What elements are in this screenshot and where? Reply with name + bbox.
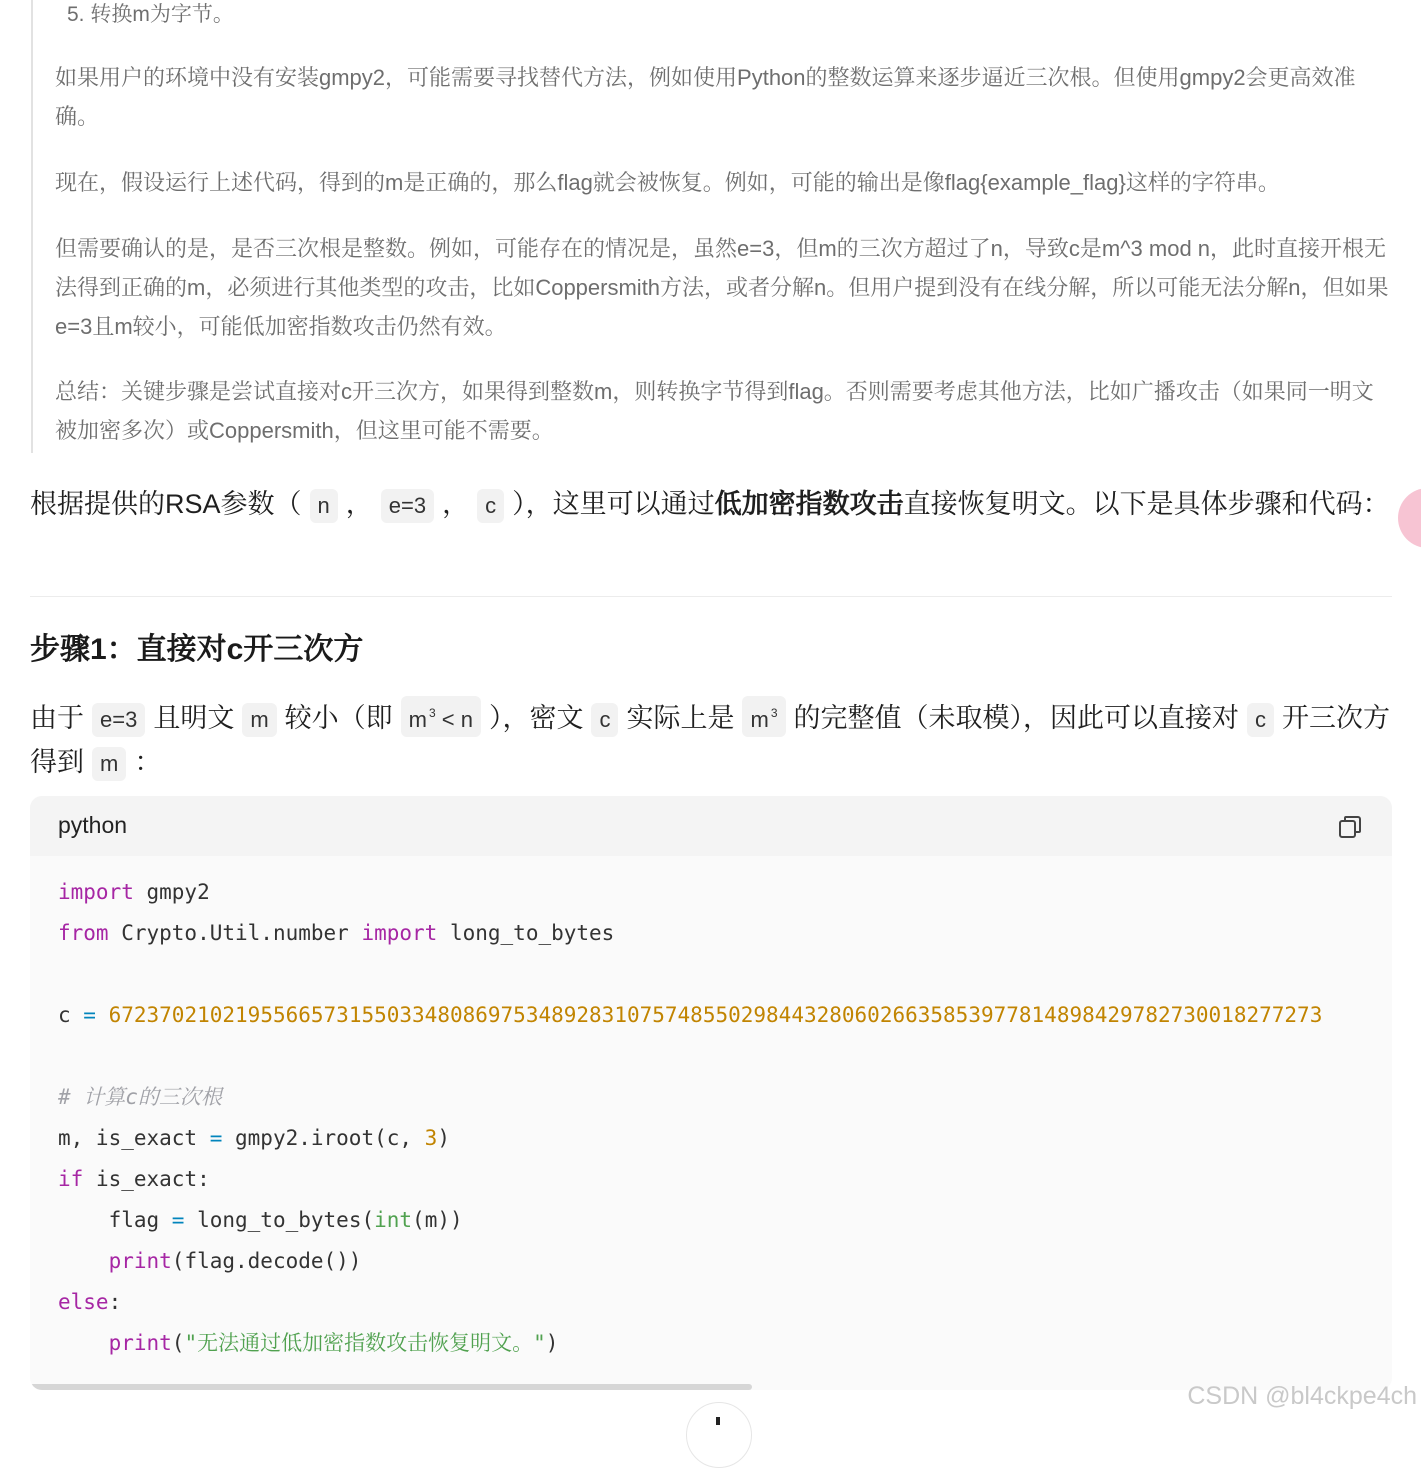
- intro-text-3: 直接恢复明文。以下是具体步骤和代码：: [903, 489, 1390, 519]
- step1-text-1: 由于: [30, 703, 84, 733]
- inline-code-m3: m $^3$: [742, 696, 785, 737]
- code-content: [58, 872, 1322, 1364]
- code-line-1: import gmpy2: [58, 880, 210, 904]
- inline-code-e3: e=3: [381, 489, 434, 523]
- thinking-paragraph-3: 但需要确认的是，是否三次根是整数。例如，可能存在的情况是，虽然e=3，但m的三次方超过了n，导致c是m^3 mod n，此时直接开根无法得到正确的m，必须进行其他类型的攻击，比如Coppersmith方法，或者分解n。但用户提到没有在线分解，所以可能无法分解n，但如果e=3且m较小，可能低加密指数攻击仍然有效。: [55, 236, 1389, 339]
- inline-code-e3: e=3: [92, 703, 145, 737]
- code-line-10: print(flag.decode()): [108, 1249, 362, 1273]
- step1-heading: 步骤1：直接对c开三次方: [30, 633, 364, 666]
- intro-paragraph: [30, 482, 1392, 526]
- copy-icon[interactable]: [1338, 815, 1362, 839]
- code-line-5: [58, 1036, 1322, 1077]
- intro-text-1: 根据提供的RSA参数（: [30, 489, 302, 519]
- scroll-down-icon: [716, 1417, 720, 1425]
- step1-text-5: 实际上是: [626, 703, 735, 733]
- section-divider: [30, 596, 1392, 597]
- thinking-paragraph-4: 总结：关键步骤是尝试直接对c开三次方，如果得到整数m，则转换字节得到flag。否则需要考虑其他方法，比如广播攻击（如果同一明文被加密多次）或Coppersmith，但这里可能不需要。: [55, 379, 1374, 443]
- code-language-label: python: [58, 812, 128, 838]
- inline-code-m: m: [92, 747, 126, 781]
- code-line-6: # 计算c的三次根: [58, 1085, 222, 1109]
- code-line-2: from Crypto.Util.number import long_to_bytes: [58, 921, 615, 945]
- thinking-block: [31, 0, 1393, 453]
- code-header: [30, 796, 1392, 856]
- inline-code-n: n: [310, 489, 338, 523]
- scroll-down-button[interactable]: [686, 1402, 752, 1468]
- code-line-11: else:: [58, 1290, 122, 1314]
- thinking-paragraph-1: 如果用户的环境中没有安装gmpy2，可能需要寻找替代方法，例如使用Python的整数运算来逐步逼近三次根。但使用gmpy2会更高效准确。: [55, 65, 1356, 129]
- step1-text-8: ：: [134, 747, 162, 777]
- code-block: [30, 796, 1392, 1390]
- code-horizontal-scrollbar[interactable]: [30, 1384, 752, 1390]
- floating-assistant-button[interactable]: [1398, 488, 1421, 548]
- code-line-4: c = 672370210219556657315503348086975348928310757485502984432806026635853977814898429782730018277273: [58, 1003, 1323, 1027]
- step1-text-3: 较小（即: [284, 703, 393, 733]
- step1-text-4: ），密文: [488, 703, 584, 733]
- intro-sep-1: ，: [345, 489, 373, 519]
- step1-text-7: 开三次方得到: [30, 703, 1390, 777]
- watermark: CSDN @bl4ckpe4ch: [1187, 1382, 1417, 1410]
- inline-code-c: c: [591, 703, 618, 737]
- intro-bold-term: 低加密指数攻击: [714, 489, 904, 519]
- code-line-9: flag = long_to_bytes(int(m)): [58, 1208, 463, 1232]
- code-line-12: print("无法通过低加密指数攻击恢复明文。"): [108, 1331, 559, 1355]
- code-line-3: [58, 954, 1322, 995]
- inline-code-m3-lt-n: m $^3$ < n: [401, 696, 481, 737]
- inline-code-c: c: [1247, 703, 1274, 737]
- thinking-paragraph-2: 现在，假设运行上述代码，得到的m是正确的，那么flag就会被恢复。例如，可能的输出是像flag{example_flag}这样的字符串。: [55, 170, 1280, 195]
- step1-text-6: 的完整值（未取模），因此可以直接对: [793, 703, 1239, 733]
- code-line-7: m, is_exact = gmpy2.iroot(c, 3): [58, 1126, 450, 1150]
- step1-text-2: 且明文: [153, 703, 235, 733]
- inline-code-m: m: [242, 703, 276, 737]
- thinking-step-5: 5. 转换m为字节。: [67, 3, 234, 26]
- intro-sep-2: ，: [442, 489, 470, 519]
- code-line-8: if is_exact:: [58, 1167, 210, 1191]
- step1-paragraph: [30, 696, 1392, 784]
- inline-code-c: c: [477, 489, 504, 523]
- intro-text-2: ），这里可以通过: [512, 489, 715, 519]
